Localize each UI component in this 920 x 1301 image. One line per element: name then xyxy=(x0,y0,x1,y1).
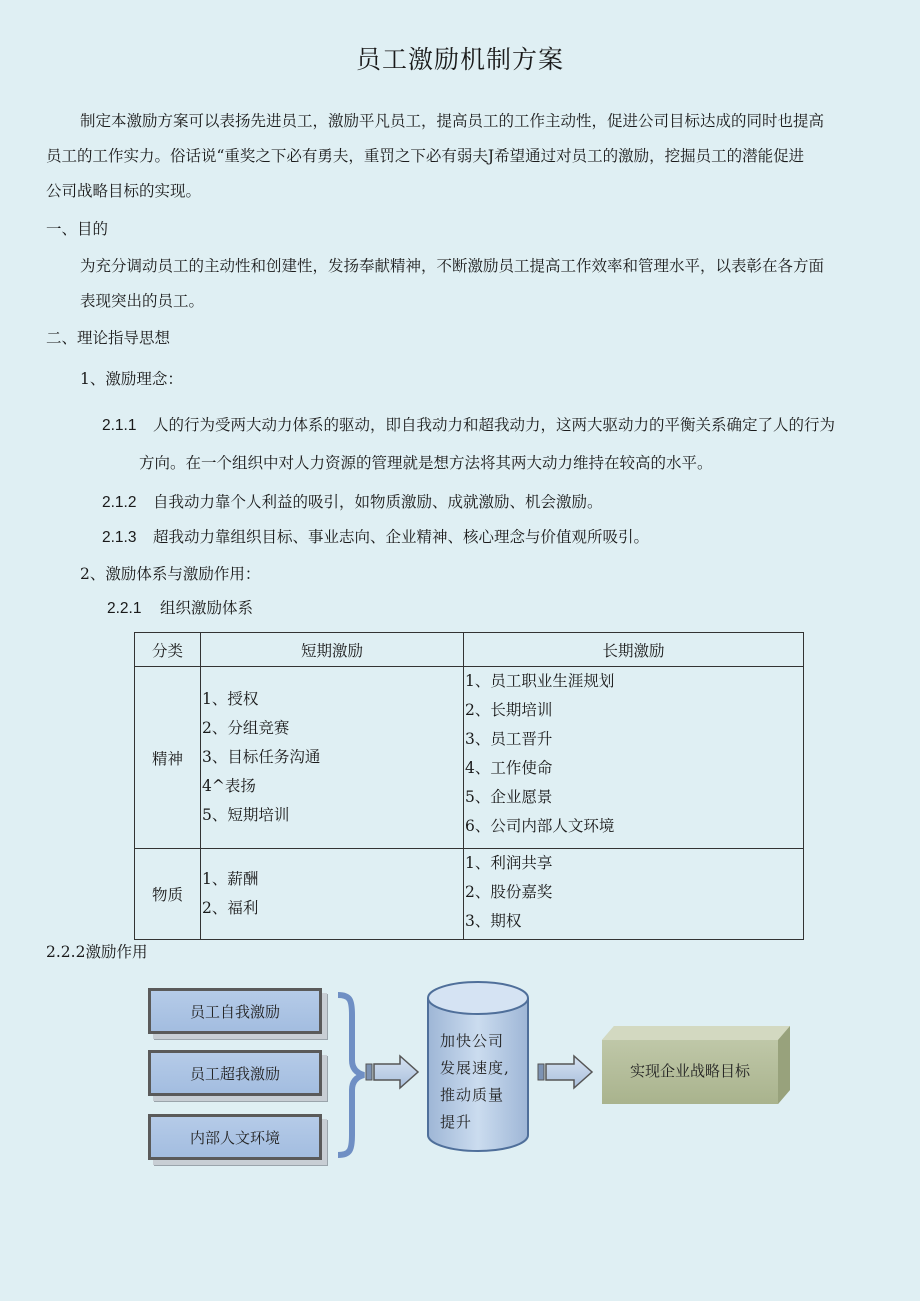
section2-heading: 二、理论指导思想 xyxy=(46,329,171,347)
brace-shape xyxy=(338,995,364,1155)
arrow-right-icon xyxy=(366,1056,418,1088)
cylinder-line: 加快公司 xyxy=(440,1032,505,1050)
list-item: 2、股份嘉奖 xyxy=(465,883,553,901)
cylinder-line: 提升 xyxy=(440,1113,473,1131)
section1-line-2: 表现突出的员工。 xyxy=(80,292,205,310)
list-item: 3、员工晋升 xyxy=(465,730,553,748)
header-long-term: 长期激励 xyxy=(464,633,804,667)
diagram-box-superego-motivation: 员工超我激励 xyxy=(148,1050,322,1096)
cylinder-line: 推动质量 xyxy=(440,1086,505,1104)
cylinder-text xyxy=(440,1028,530,1136)
page-title: 员工激励机制方案 xyxy=(355,45,564,74)
intro-line-1: 制定本激励方案可以表扬先进员工，激励平凡员工，提高员工的工作主动性，促进公司目标达成的同时也提高 xyxy=(80,112,825,130)
list-item: 3、目标任务沟通 xyxy=(202,748,321,766)
row-category: 精神 xyxy=(135,667,201,849)
item-2-1-3-number: 2.1.3 xyxy=(102,529,137,546)
item-2-2-1-number: 2.2.1 xyxy=(107,600,142,617)
item-2-1-1-number: 2.1.1 xyxy=(102,417,137,434)
intro-line-3: 公司战略目标的实现。 xyxy=(46,182,202,200)
item-2-1-2-text: 自我动力靠个人利益的吸引，如物质激励、成就激励、机会激励。 xyxy=(153,493,603,511)
item-2-1-2-number: 2.1.2 xyxy=(102,494,137,511)
list-item: 5、短期培训 xyxy=(202,806,290,824)
item-2-1-1-line-1: 人的行为受两大动力体系的驱动，即自我动力和超我动力，这两大驱动力的平衡关系确定了人的行为 xyxy=(153,416,836,434)
subsection-1-heading: 1、激励理念： xyxy=(80,370,183,388)
arrow-right-icon xyxy=(538,1056,592,1088)
item-2-2-1-text: 组织激励体系 xyxy=(160,599,254,617)
list-item: 2、长期培训 xyxy=(465,701,553,719)
list-item: 1、员工职业生涯规划 xyxy=(465,672,615,690)
subsection-2-heading: 2、激励体系与激励作用： xyxy=(80,565,261,583)
item-2-1-3-text: 超我动力靠组织目标、事业志向、企业精神、核心理念与价值观所吸引。 xyxy=(153,528,650,546)
header-short-term: 短期激励 xyxy=(201,633,464,667)
list-item: 4、工作使命 xyxy=(465,759,553,777)
list-item: 1、薪酬 xyxy=(202,870,259,888)
item-2-1-1-line-2: 方向。在一个组织中对人力资源的管理就是想方法将其两大动力维持在较高的水平。 xyxy=(139,454,713,472)
list-item: 6、公司内部人文环境 xyxy=(465,817,615,835)
list-item: 3、期权 xyxy=(465,912,522,930)
list-item: 5、企业愿景 xyxy=(465,788,553,806)
list-item: 4^表扬 xyxy=(202,777,256,795)
intro-line-2: 员工的工作实力。俗话说“重奖之下必有勇夫，重罚之下必有弱夫J希望通过对员工的激励，挖掘员工的潜能促进 xyxy=(46,147,805,165)
section1-heading: 一、目的 xyxy=(46,220,109,238)
list-item: 1、利润共享 xyxy=(465,854,553,872)
list-item: 1、授权 xyxy=(202,690,259,708)
diagram-box-culture: 内部人文环境 xyxy=(148,1114,322,1160)
cylinder-line: 发展速度, xyxy=(440,1059,510,1077)
list-item: 2、福利 xyxy=(202,899,259,917)
header-category: 分类 xyxy=(135,633,201,667)
diagram-box-self-motivation: 员工自我激励 xyxy=(148,988,322,1034)
row-category: 物质 xyxy=(135,849,201,940)
list-item: 2、分组竞赛 xyxy=(202,719,290,737)
section1-line-1: 为充分调动员工的主动性和创建性，发扬奉献精神，不断激励员工提高工作效率和管理水平，以表彰在各方面 xyxy=(80,257,825,275)
item-2-2-2-heading: 2.2.2激励作用 xyxy=(46,943,148,961)
goal-label: 实现企业战略目标 xyxy=(629,1062,750,1080)
